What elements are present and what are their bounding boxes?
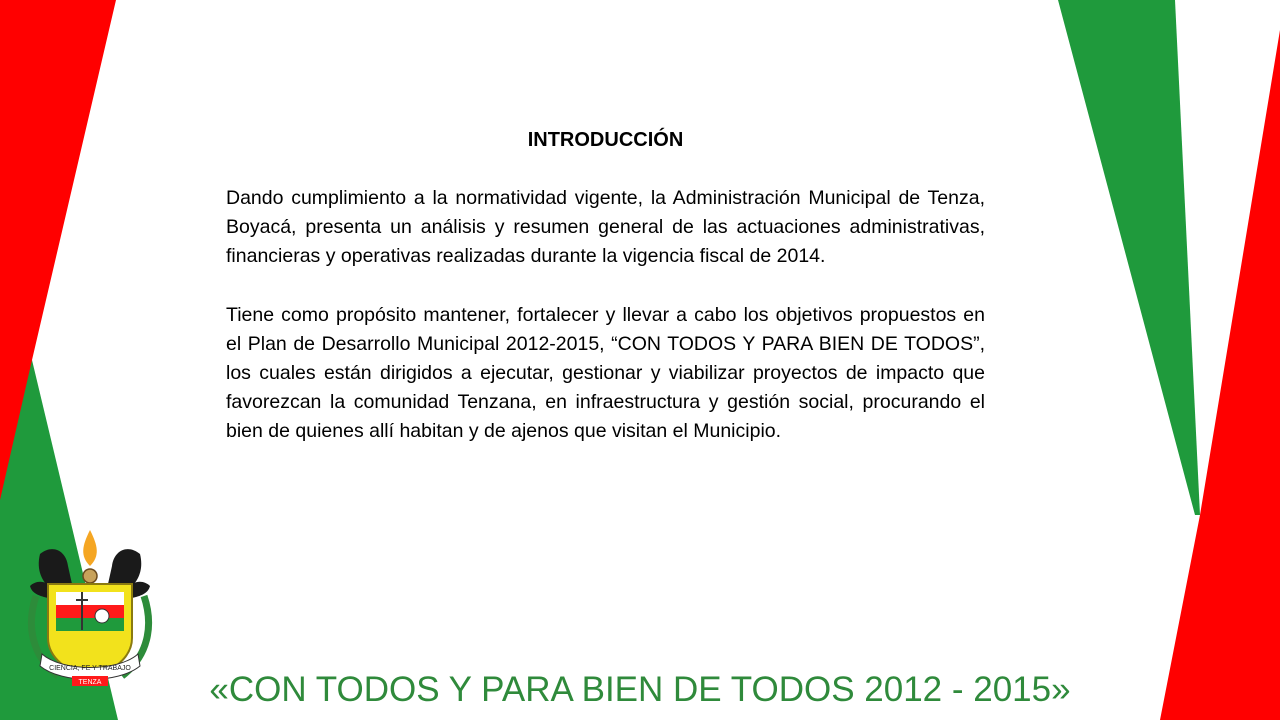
municipal-crest-logo xyxy=(22,526,158,690)
text-content xyxy=(226,126,985,476)
motto-text: CIENCIA, FE Y TRABAJO xyxy=(49,665,131,672)
intro-paragraph-1: Dando cumplimiento a la normatividad vigente, la Administración Municipal de Tenza, Boyacá, presenta un análisis y resumen general de las actuaciones administrativas, financieras y operativas realizadas durante la vigencia fiscal de 2014. xyxy=(226,187,985,268)
footer-slogan: «CON TODOS Y PARA BIEN DE TODOS 2012 - 2015» xyxy=(209,670,1071,709)
intro-paragraph-2: Tiene como propósito mantener, fortalecer y llevar a cabo los objetivos propuestos en el Plan de Desarrollo Municipal 2012-2015, “CON TODOS Y PARA BIEN DE TODOS”, los cuales están dirigidos a ejecutar, gestionar y viabilizar proyectos de impacto que favorezcan la comunidad Tenzana, en infraestructura y gestión social, procurando el bien de quienes allí habitan y de ajenos que visitan el Municipio. xyxy=(226,303,985,443)
slide-title: INTRODUCCIÓN xyxy=(527,129,684,151)
coin-icon xyxy=(83,569,97,583)
flame-icon xyxy=(83,530,97,566)
town-label: TENZA xyxy=(78,679,102,686)
right-green-stripe xyxy=(1058,0,1200,515)
